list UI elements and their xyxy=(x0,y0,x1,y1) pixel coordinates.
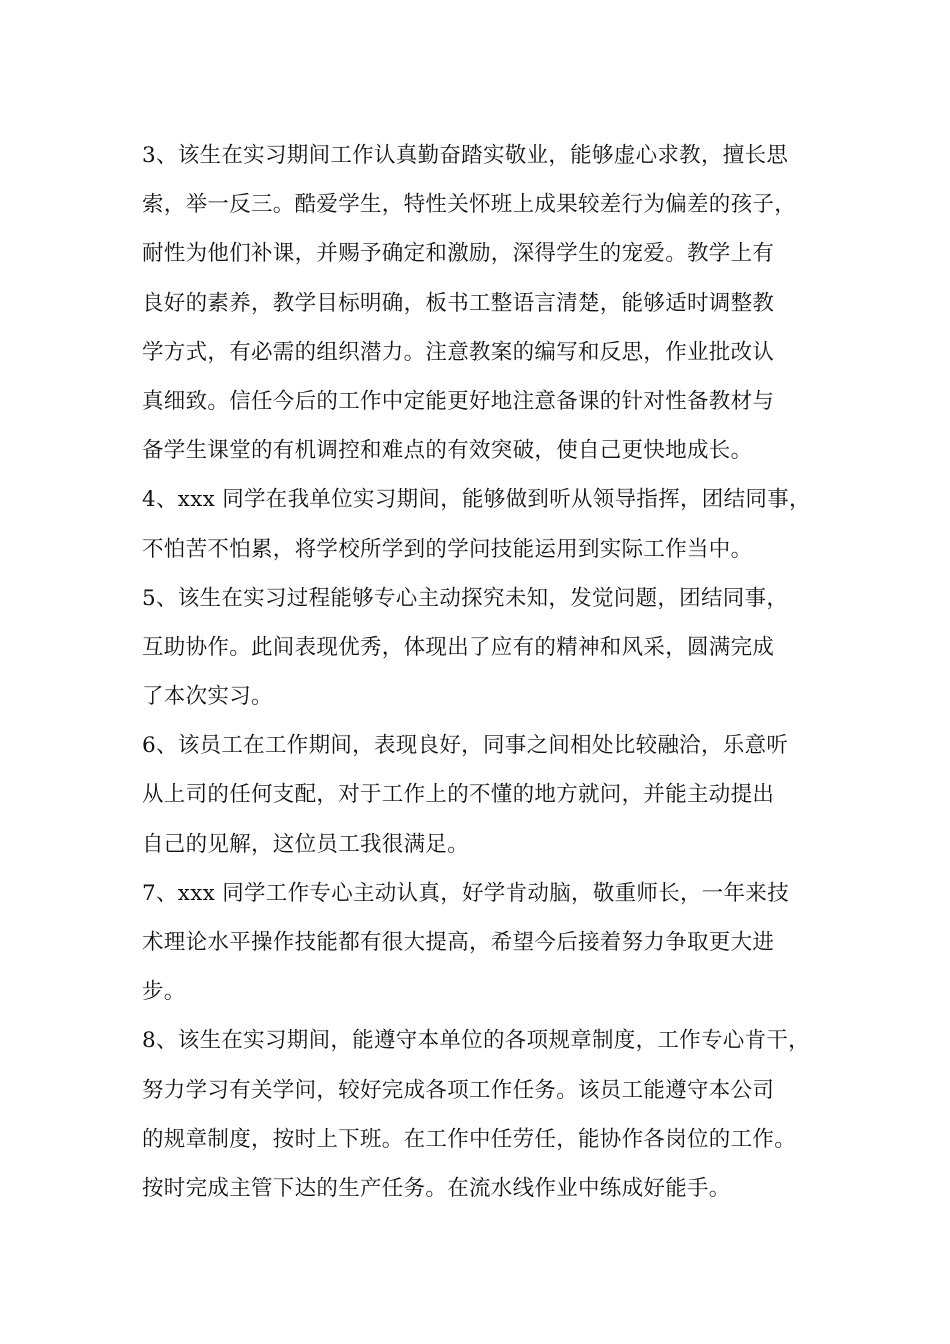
text-line: 不怕苦不怕累，将学校所学到的学问技能运用到实际工作当中。 xyxy=(142,536,753,562)
text-line: 了本次实习。 xyxy=(142,684,273,710)
text-line: 6、该员工在工作期间，表现良好，同事之间相处比较融洽，乐意听 xyxy=(142,733,789,759)
document-body xyxy=(142,131,832,1213)
text-line: 索，举一反三。酷爱学生，特性关怀班上成果较差行为偏差的孩子， xyxy=(142,192,797,218)
text-line: 按时完成主管下达的生产任务。在流水线作业中练成好能手。 xyxy=(142,1175,731,1201)
text-line: 术理论水平操作技能都有很大提高，希望今后接着努力争取更大进 xyxy=(142,930,775,955)
text-line: 从上司的任何支配，对于工作上的不懂的地方就问，并能主动提出 xyxy=(142,782,775,808)
text-line: 3、该生在实习期间工作认真勤奋踏实敬业，能够虚心求教，擅长思 xyxy=(142,143,789,168)
text-line: 良好的素养，教学目标明确，板书工整语言清楚，能够适时调整教 xyxy=(142,290,775,316)
text-line: 耐性为他们补课，并赐予确定和激励，深得学生的宠爱。教学上有 xyxy=(142,241,775,267)
text-line: 4、xxx 同学在我单位实习期间，能够做到听从领导指挥，团结同事， xyxy=(142,487,811,513)
text-line: 的规章制度，按时上下班。在工作中任劳任，能协作各岗位的工作。 xyxy=(142,1126,797,1152)
text-line: 7、xxx 同学工作专心主动认真，好学肯动脑，敬重师长，一年来技 xyxy=(142,880,789,906)
text-line: 真细致。信任今后的工作中定能更好地注意备课的针对性备教材与 xyxy=(142,388,775,414)
text-line: 学方式，有必需的组织潜力。注意教案的编写和反思，作业批改认 xyxy=(142,339,775,365)
text-line: 互助协作。此间表现优秀，体现出了应有的精神和风采，圆满完成 xyxy=(142,634,775,660)
text-line: 自己的见解，这位员工我很满足。 xyxy=(142,831,470,857)
text-line: 8、该生在实习期间，能遵守本单位的各项规章制度，工作专心肯干， xyxy=(142,1028,810,1054)
text-line: 步。 xyxy=(142,979,186,1005)
text-line: 备学生课堂的有机调控和难点的有效突破，使自己更快地成长。 xyxy=(142,438,753,464)
text-line: 5、该生在实习过程能够专心主动探究未知，发觉问题，团结同事， xyxy=(142,585,789,611)
text-line: 努力学习有关学问，较好完成各项工作任务。该员工能遵守本公司 xyxy=(142,1077,775,1103)
